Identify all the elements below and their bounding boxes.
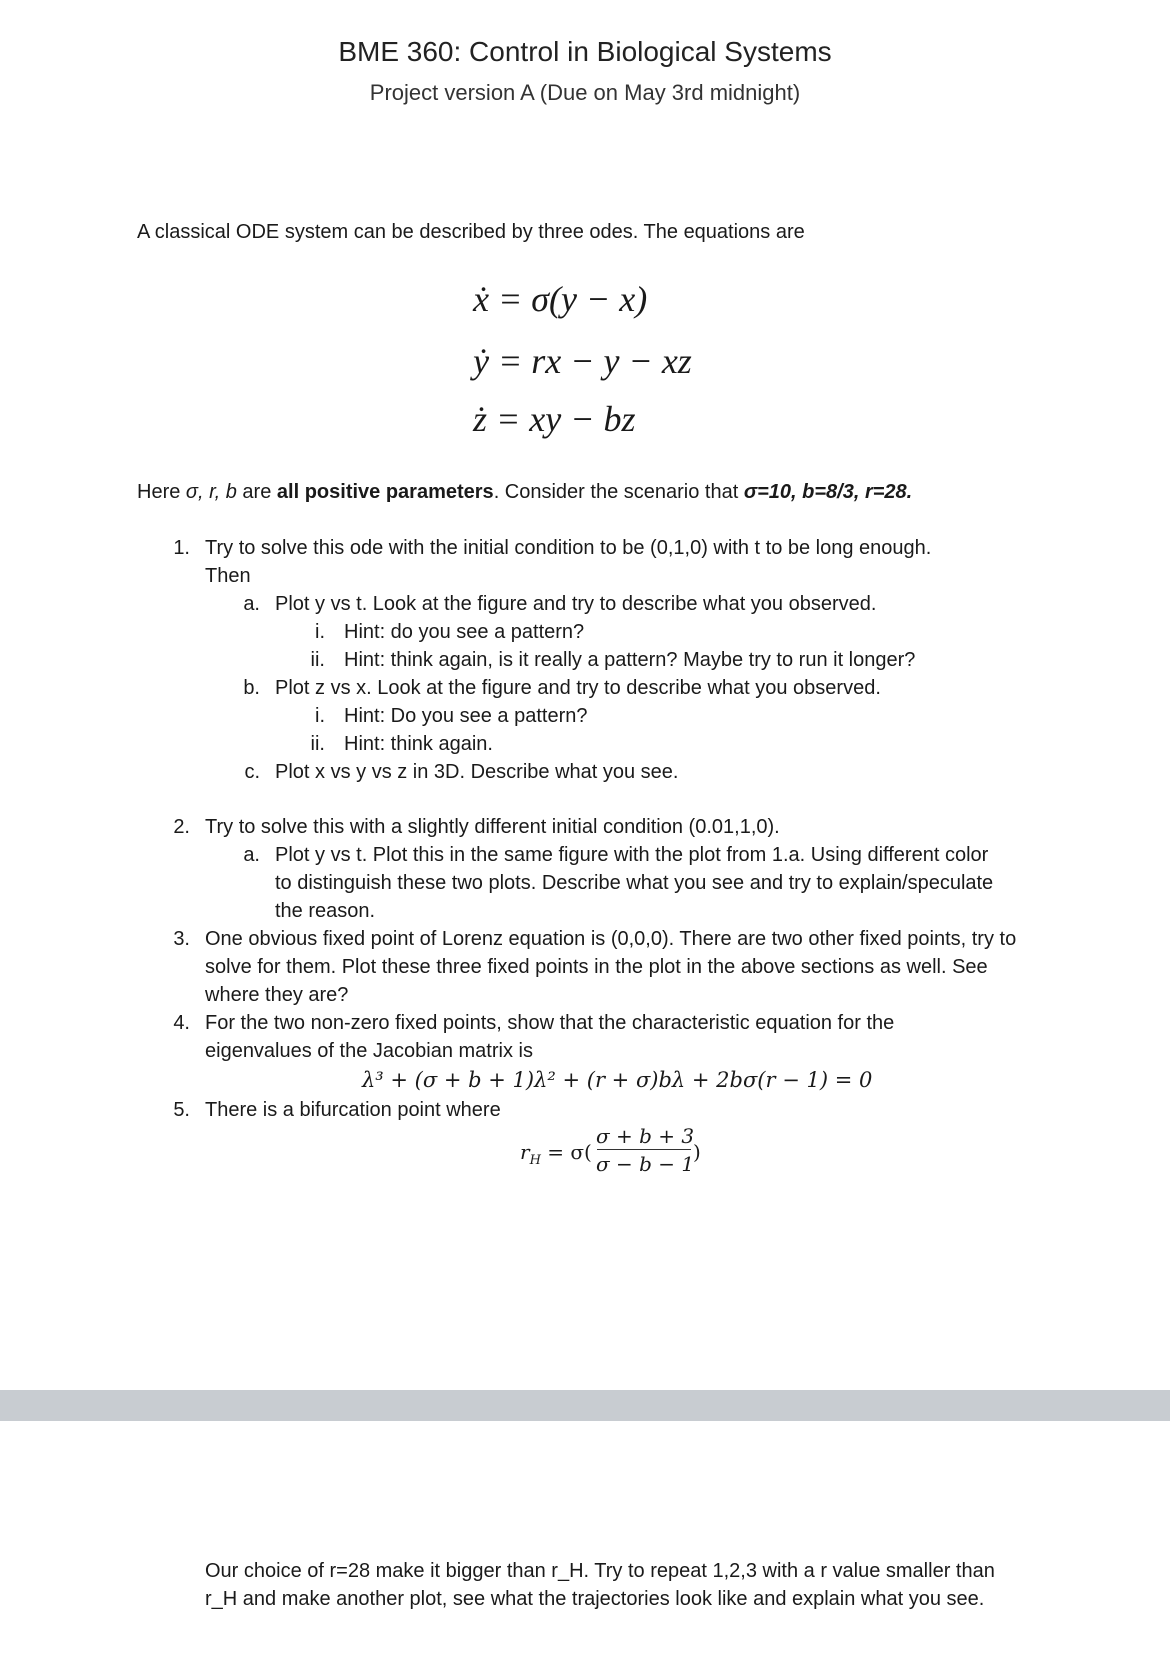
- q1a-ii-text: Hint: think again, is it really a pattern? Maybe try to run it longer?: [344, 649, 916, 671]
- q1b-label: b.: [243, 677, 260, 699]
- intro-text: A classical ODE system can be described by three odes. The equations are: [137, 221, 805, 243]
- q1b-i-label: i.: [315, 705, 325, 727]
- q5-text: There is a bifurcation point where: [205, 1099, 501, 1121]
- q1c-text: Plot x vs y vs z in 3D. Describe what you see.: [275, 761, 679, 783]
- param-bold: all positive parameters: [276, 481, 494, 503]
- q1a-i-text: Hint: do you see a pattern?: [344, 621, 585, 643]
- page-gap: [0, 1390, 1170, 1421]
- q1-line2: Then: [205, 565, 251, 587]
- bifurcation-lhs: $r_H = \sigma$(: [520, 1140, 592, 1168]
- q1a-ii-label: ii.: [310, 649, 325, 671]
- characteristic-equation: λ³ + (σ + b + 1)λ² + (r + σ)bλ + 2bσ(r − 1) = 0: [362, 1068, 873, 1092]
- parameters-statement: Here σ, r, b are all positive parameters. Consider the scenario that σ=10, b=8/3, r=28.: [137, 481, 913, 503]
- q1c-label: c.: [244, 761, 260, 783]
- equation-x: ẋ = σ(y − x): [473, 279, 648, 319]
- footer-text: Our choice of r=28 make it bigger than r_H. Try to repeat 1,2,3 with a r value smaller than r_H and make another plot, see what the trajectories look like and explain what you see.: [205, 1560, 995, 1610]
- q3-text: One obvious fixed point of Lorenz equation is (0,0,0). There are two other fixed points, try to solve for them. Plot these three fixed points in the plot in the above sections as well. See where they are?: [205, 928, 1017, 1006]
- bifurcation-denominator: σ − b − 1: [596, 1152, 695, 1176]
- q1a-i-label: i.: [315, 621, 325, 643]
- q1b-text: Plot z vs x. Look at the figure and try to describe what you observed.: [275, 677, 881, 699]
- q1a-text: Plot y vs t. Look at the figure and try to describe what you observed.: [275, 593, 877, 615]
- q2a-text: Plot y vs t. Plot this in the same figure with the plot from 1.a. Using different color to distinguish these two plots. Describe what you see and try to explain/speculate the reason.: [275, 844, 994, 922]
- param-values: σ=10, b=8/3, r=28.: [743, 481, 913, 503]
- bifurcation-numerator: σ + b + 3: [596, 1124, 695, 1148]
- doc-title: BME 360: Control in Biological Systems: [338, 36, 832, 67]
- q3-number: 3.: [173, 928, 190, 950]
- q2a-label: a.: [243, 844, 260, 866]
- q1-number: 1.: [173, 537, 190, 559]
- q1-line1: Try to solve this ode with the initial condition to be (0,1,0) with t to be long enough.: [205, 537, 932, 559]
- bifurcation-close: ): [693, 1140, 701, 1164]
- doc-subtitle: Project version A (Due on May 3rd midnight): [369, 80, 801, 105]
- q5-number: 5.: [173, 1099, 190, 1121]
- page-2: [0, 1421, 1170, 1656]
- q1a-label: a.: [243, 593, 260, 615]
- q4-text: For the two non-zero fixed points, show that the characteristic equation for the eigenvalues of the Jacobian matrix is: [205, 1012, 895, 1062]
- equation-z: ż = xy − bz: [473, 399, 636, 439]
- q4-number: 4.: [173, 1012, 190, 1034]
- q2-text: Try to solve this with a slightly different initial condition (0.01,1,0).: [205, 816, 780, 838]
- q1b-i-text: Hint: Do you see a pattern?: [344, 705, 588, 727]
- q1b-ii-text: Hint: think again.: [344, 733, 493, 755]
- fraction-bar: [597, 1149, 691, 1150]
- q2-number: 2.: [173, 816, 190, 838]
- q1b-ii-label: ii.: [310, 733, 325, 755]
- equation-y: ẏ = rx − y − xz: [473, 341, 692, 381]
- param-vars: σ, r, b: [185, 481, 237, 503]
